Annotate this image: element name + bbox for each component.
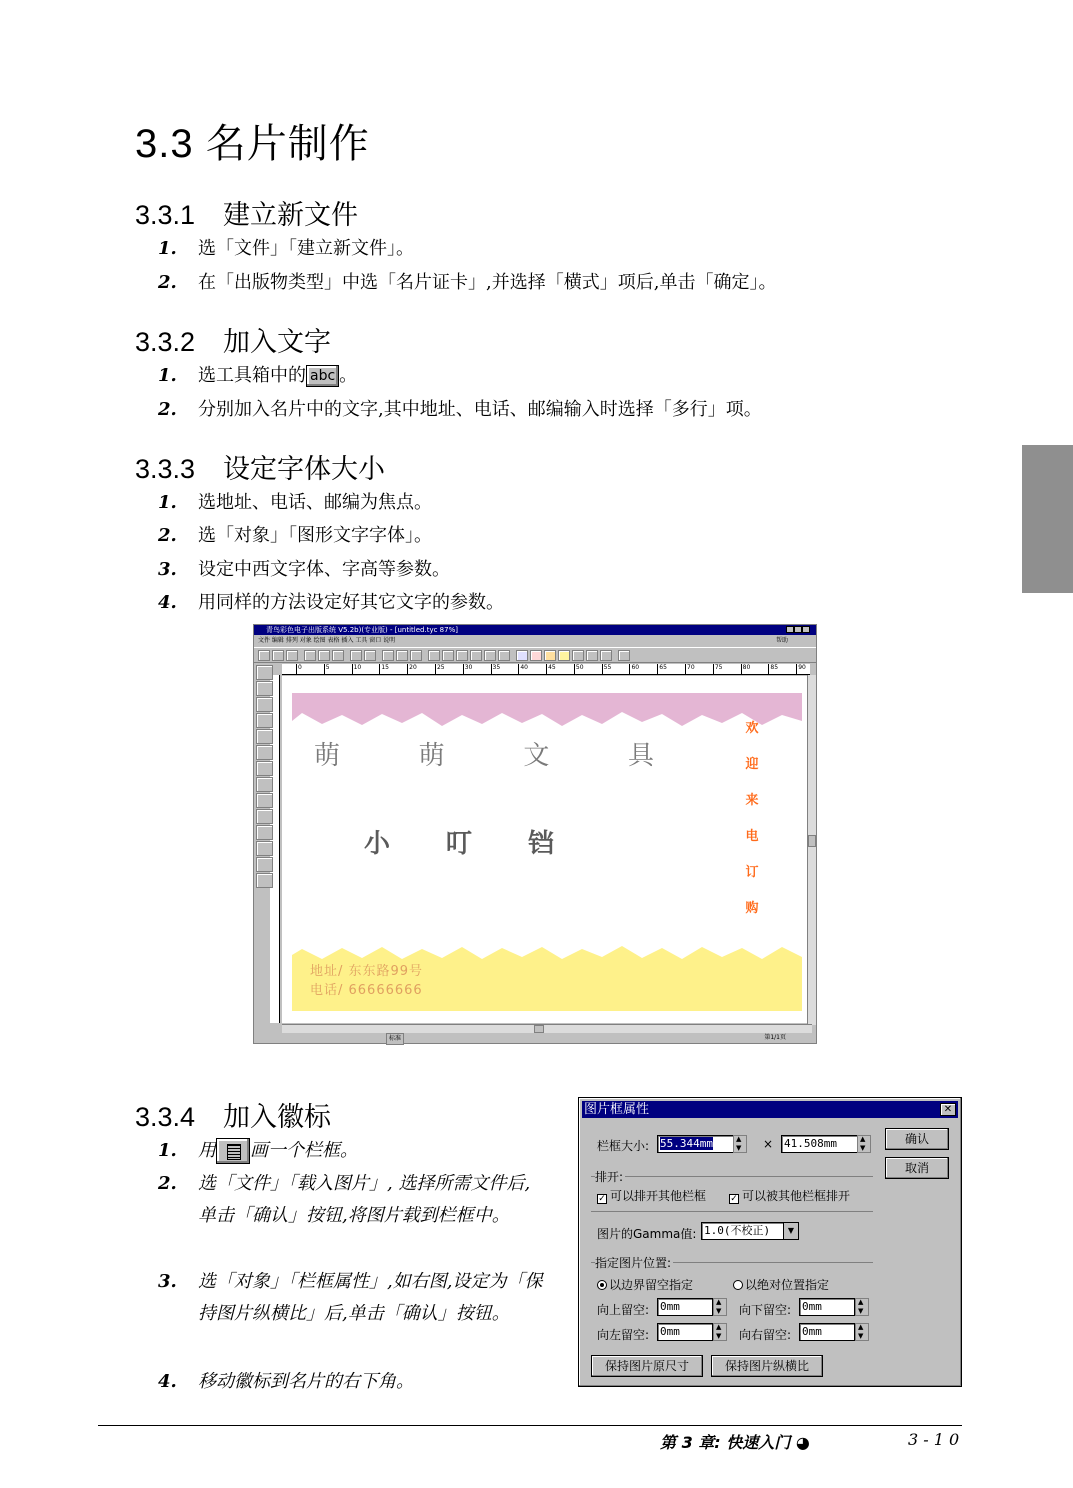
- app-title: 青鸟彩色电子出版系统 V5.2b)(专业版) - [untitled.tyc 87%]: [266, 626, 458, 634]
- position-option-margin[interactable]: [597, 1276, 693, 1293]
- width-value: 55.344mm: [660, 1137, 713, 1150]
- wrap-option-1[interactable]: [597, 1187, 706, 1204]
- footer-chapter: [660, 1430, 810, 1453]
- contact-block: [310, 962, 423, 1000]
- ruler-tick-label: 20: [407, 664, 417, 674]
- footer-rule: [98, 1425, 962, 1426]
- chart-icon[interactable]: [586, 650, 598, 661]
- abc-text-tool-icon[interactable]: [256, 761, 273, 776]
- maximize-icon[interactable]: [794, 626, 802, 633]
- right-margin-spinner[interactable]: [855, 1323, 869, 1341]
- color-icon[interactable]: [530, 650, 542, 661]
- align-icon[interactable]: [428, 650, 440, 661]
- table-tool-icon[interactable]: [256, 873, 273, 888]
- rect-tool-icon[interactable]: [256, 793, 273, 808]
- node-tool-icon[interactable]: [256, 681, 273, 696]
- redo-icon[interactable]: [364, 650, 376, 661]
- step-text: 分别加入名片中的文字,其中地址、电话、邮编输入时选择「多行」项。: [198, 399, 762, 420]
- step-number: 4.: [158, 592, 177, 613]
- layout-icon[interactable]: [618, 650, 630, 661]
- shop-name-char: 萌: [418, 741, 445, 771]
- picture-frame-properties-dialog: [578, 1097, 962, 1387]
- minimize-icon[interactable]: [786, 626, 794, 633]
- dialog-title: 图片框属性: [584, 1102, 650, 1117]
- horizontal-scrollbar[interactable]: [282, 1024, 812, 1033]
- subsection-number: 3.3.4: [135, 1102, 196, 1132]
- slogan-char: 购: [745, 901, 759, 916]
- cut-icon[interactable]: [382, 650, 394, 661]
- list-item: [158, 1266, 548, 1330]
- curve-tool-icon[interactable]: [256, 841, 273, 856]
- width-input[interactable]: [657, 1135, 735, 1153]
- size-label: 栏框大小:: [597, 1139, 650, 1153]
- step-number: 2.: [158, 399, 177, 420]
- ruler-tick-label: 55: [602, 664, 612, 674]
- shop-name-char: 萌: [314, 741, 341, 771]
- wrap-option-1-label: 可以排开其他栏框: [610, 1189, 707, 1203]
- step-text: 选「对象」「栏框属性」,如右图,设定为「保持图片纵横比」后,单击「确认」按钮。: [198, 1271, 543, 1324]
- ungroup-icon[interactable]: [470, 650, 482, 661]
- frame-tool-icon: [216, 1138, 250, 1164]
- width-spinner[interactable]: [733, 1135, 747, 1153]
- step-number: 2.: [158, 525, 177, 546]
- keep-aspect-ratio-button[interactable]: 保持图片纵横比: [711, 1355, 823, 1377]
- list-item: [158, 1168, 548, 1232]
- checkbox-checked-icon[interactable]: ✓: [598, 1194, 606, 1204]
- ruler-tick-label: 35: [491, 664, 501, 674]
- divider: [591, 1211, 873, 1212]
- document-canvas[interactable]: [282, 676, 807, 1023]
- distribute-icon[interactable]: [442, 650, 454, 661]
- wrap-option-2[interactable]: [729, 1187, 850, 1204]
- undo-icon[interactable]: [350, 650, 362, 661]
- ruler-tick-label: 45: [546, 664, 556, 674]
- slogan-vertical: [740, 711, 764, 927]
- gamma-label: 图片的Gamma值:: [597, 1227, 697, 1241]
- close-icon[interactable]: [802, 626, 810, 633]
- palette-icon[interactable]: [544, 650, 556, 661]
- step-number: 1.: [158, 365, 177, 386]
- select-tool-icon[interactable]: [256, 665, 273, 680]
- ruler-tick-label: 75: [713, 664, 723, 674]
- ruler-tick-label: 0: [296, 664, 302, 674]
- gamma-value: 1.0(不校正): [704, 1224, 771, 1237]
- list-item: [158, 394, 762, 426]
- ruler-tick-label: 5: [324, 664, 330, 674]
- position-option-absolute[interactable]: [733, 1276, 829, 1293]
- bottom-margin-spinner[interactable]: [855, 1298, 869, 1316]
- toolbar[interactable]: [254, 647, 816, 663]
- step-text: 选「文件」「建立新文件」。: [198, 238, 414, 259]
- subsection-heading-4: [135, 1095, 331, 1134]
- top-margin-value: 0mm: [660, 1300, 680, 1313]
- left-margin-spinner[interactable]: [713, 1323, 727, 1341]
- table-icon[interactable]: [572, 650, 584, 661]
- ok-button[interactable]: 确认: [885, 1128, 949, 1150]
- print-icon[interactable]: [304, 650, 316, 661]
- app-title-bar: [254, 625, 816, 635]
- shop-name-char: 具: [627, 741, 654, 771]
- ruler-tick-label: 50: [574, 664, 584, 674]
- subsection-heading-1: [135, 193, 358, 232]
- checkbox-checked-icon[interactable]: ✓: [730, 1194, 738, 1204]
- ellipse-tool-icon[interactable]: [256, 825, 273, 840]
- list-item: [158, 487, 432, 519]
- subsection-heading-3: [135, 447, 385, 486]
- step-number: 1.: [158, 1140, 177, 1161]
- step-text: 移动徽标到名片的右下角。: [198, 1371, 414, 1392]
- subsection-title: 设定字体大小: [223, 454, 385, 484]
- bottom-margin-value: 0mm: [802, 1300, 822, 1313]
- rotate-tool-icon[interactable]: [256, 713, 273, 728]
- ruler-tick-label: 40: [518, 664, 528, 674]
- step-number: 1.: [158, 492, 177, 513]
- top-margin-label: 向上留空:: [597, 1303, 650, 1317]
- zoom-tool-icon[interactable]: [256, 729, 273, 744]
- step-text: 用同样的方法设定好其它文字的参数。: [198, 592, 504, 613]
- step-text: 选工具箱中的: [198, 365, 306, 386]
- slogan-char: 订: [745, 865, 759, 880]
- height-input[interactable]: [781, 1135, 859, 1153]
- address-text: 地址/ 东东路99号: [310, 964, 424, 979]
- radio-icon[interactable]: [733, 1280, 743, 1290]
- step-text-end: 画一个栏框。: [250, 1140, 358, 1161]
- subsection-number: 3.3.1: [135, 200, 196, 230]
- menu-bar[interactable]: [254, 635, 816, 646]
- cancel-button[interactable]: 取消: [885, 1157, 949, 1179]
- height-spinner[interactable]: [857, 1135, 871, 1153]
- position-option-margin-label: 以边界留空指定: [609, 1278, 694, 1292]
- step-text: 选地址、电话、邮编为焦点。: [198, 492, 432, 513]
- step-number: 4.: [158, 1371, 177, 1392]
- keep-original-size-button[interactable]: 保持图片原尺寸: [591, 1355, 703, 1377]
- group-icon[interactable]: [456, 650, 468, 661]
- right-margin-value: 0mm: [802, 1325, 822, 1338]
- star-icon[interactable]: [558, 650, 570, 661]
- chapter-label: 第 3 章: 快速入门: [660, 1433, 791, 1452]
- ruler-tick-label: 80: [741, 664, 751, 674]
- back-icon[interactable]: [498, 650, 510, 661]
- radio-selected-icon[interactable]: [597, 1280, 607, 1290]
- line-tool-icon[interactable]: [256, 777, 273, 792]
- status-page: 第1/1页: [764, 1034, 786, 1041]
- step-text-end: 。: [339, 365, 358, 386]
- chevron-down-icon[interactable]: ▼: [783, 1222, 799, 1240]
- list-item: [158, 360, 357, 392]
- ruler-tick-label: 70: [685, 664, 695, 674]
- horizontal-ruler: [282, 664, 810, 675]
- step-number: 2.: [158, 1173, 177, 1194]
- move-icon[interactable]: [516, 650, 528, 661]
- toolbox[interactable]: [254, 665, 272, 915]
- text-tool-button: abc: [306, 365, 339, 387]
- save-icon[interactable]: [286, 650, 298, 661]
- shop-name: [314, 735, 654, 772]
- chapter-tab-marker: [1022, 445, 1073, 593]
- pen-tool-icon[interactable]: [256, 857, 273, 872]
- person-name: [364, 823, 554, 860]
- paste-icon[interactable]: [410, 650, 422, 661]
- step-number: 2.: [158, 272, 177, 293]
- step-text: 用: [198, 1140, 216, 1161]
- step-text: 设定中西文字体、字高等参数。: [198, 559, 450, 580]
- shop-name-char: 文: [523, 741, 550, 771]
- ruler-tick-label: 65: [657, 664, 667, 674]
- person-name-char: 铛: [527, 829, 554, 859]
- slogan-char: 来: [745, 793, 759, 808]
- subsection-title: 建立新文件: [223, 200, 358, 230]
- ruler-tick-label: 10: [352, 664, 362, 674]
- preview-icon[interactable]: [318, 650, 330, 661]
- person-name-char: 小: [364, 829, 391, 859]
- export-icon[interactable]: [332, 650, 344, 661]
- menu-help[interactable]: 帮助: [775, 637, 788, 644]
- close-icon[interactable]: ✕: [940, 1103, 956, 1116]
- wrap-group-label: 排开:: [595, 1170, 624, 1184]
- phone-text: 电话/ 66666666: [310, 983, 423, 998]
- page-number: 3 - 1 0: [908, 1430, 960, 1449]
- bottom-margin-label: 向下留空:: [739, 1303, 792, 1317]
- right-margin-input[interactable]: [799, 1323, 855, 1341]
- subsection-heading-2: [135, 320, 331, 359]
- subsection-number: 3.3.3: [135, 454, 196, 484]
- window-controls[interactable]: [786, 626, 814, 634]
- left-margin-input[interactable]: [657, 1323, 713, 1341]
- list-item: [158, 587, 504, 619]
- subsection-number: 3.3.2: [135, 327, 196, 357]
- ruler-tick-label: 25: [435, 664, 445, 674]
- subsection-title: 加入文字: [223, 327, 331, 357]
- status-bar: [254, 1033, 816, 1043]
- subsection-title: 加入徽标: [223, 1102, 331, 1132]
- slogan-char: 欢: [745, 721, 759, 736]
- wrap-group-line: [591, 1176, 873, 1177]
- list-item: [158, 1135, 358, 1167]
- ruler-tick-label: 60: [629, 664, 639, 674]
- position-option-absolute-label: 以绝对位置指定: [745, 1278, 830, 1292]
- vertical-scrollbar[interactable]: [807, 675, 816, 1025]
- slogan-char: 迎: [745, 757, 759, 772]
- left-margin-value: 0mm: [660, 1325, 680, 1338]
- right-margin-label: 向右留空:: [739, 1328, 792, 1342]
- step-number: 3.: [158, 559, 177, 580]
- copy-icon[interactable]: [396, 650, 408, 661]
- half-circle-icon: ◕: [795, 1433, 810, 1452]
- top-margin-input[interactable]: [657, 1298, 713, 1316]
- menu-items[interactable]: 文件 编辑 排列 对象 绘图 表格 插入 工具 窗口 说明: [258, 637, 396, 644]
- new-file-icon[interactable]: [258, 650, 270, 661]
- scroll-thumb[interactable]: [534, 1025, 544, 1033]
- list-item: [158, 267, 776, 299]
- frame-tool-icon[interactable]: [256, 745, 273, 760]
- step-number: 3.: [158, 1271, 177, 1292]
- list-item: [158, 554, 450, 586]
- bottom-margin-input[interactable]: [799, 1298, 855, 1316]
- person-name-char: 叮: [445, 829, 472, 859]
- app-window-screenshot: [253, 624, 817, 1044]
- times-sign: ×: [763, 1137, 774, 1151]
- rounded-rect-tool-icon[interactable]: [256, 809, 273, 824]
- ruler-tick-label: 15: [379, 664, 389, 674]
- open-file-icon[interactable]: [272, 650, 284, 661]
- business-card[interactable]: [292, 693, 802, 1011]
- step-number: 1.: [158, 238, 177, 259]
- image-icon[interactable]: [600, 650, 612, 661]
- step-text: 选「文件」「载入图片」, 选择所需文件后,单击「确认」按钮,将图片载到栏框中。: [198, 1173, 531, 1226]
- ruler-tick-label: 85: [768, 664, 778, 674]
- list-item: [158, 233, 414, 265]
- step-text: 在「出版物类型」中选「名片证卡」,并选择「横式」项后,单击「确定」。: [198, 272, 777, 293]
- text-cursor-tool-icon[interactable]: [256, 697, 273, 712]
- front-icon[interactable]: [484, 650, 496, 661]
- height-value: 41.508mm: [784, 1137, 837, 1150]
- position-group-label: 指定图片位置:: [595, 1256, 672, 1270]
- ruler-tick-label: 90: [796, 664, 806, 674]
- left-margin-label: 向左留空:: [597, 1328, 650, 1342]
- slogan-char: 电: [745, 829, 759, 844]
- ruler-tick-label: 30: [463, 664, 473, 674]
- wrap-option-2-label: 可以被其他栏框排开: [742, 1189, 851, 1203]
- section-title: 3.3 名片制作: [135, 122, 370, 166]
- status-mode[interactable]: 标准: [386, 1033, 404, 1045]
- top-margin-spinner[interactable]: [713, 1298, 727, 1316]
- list-item: [158, 1366, 414, 1398]
- step-text: 选「对象」「图形文字字体」。: [198, 525, 432, 546]
- scroll-thumb[interactable]: [808, 835, 816, 847]
- dialog-title-bar: [582, 1101, 958, 1118]
- list-item: [158, 520, 432, 552]
- gamma-select[interactable]: [701, 1222, 785, 1240]
